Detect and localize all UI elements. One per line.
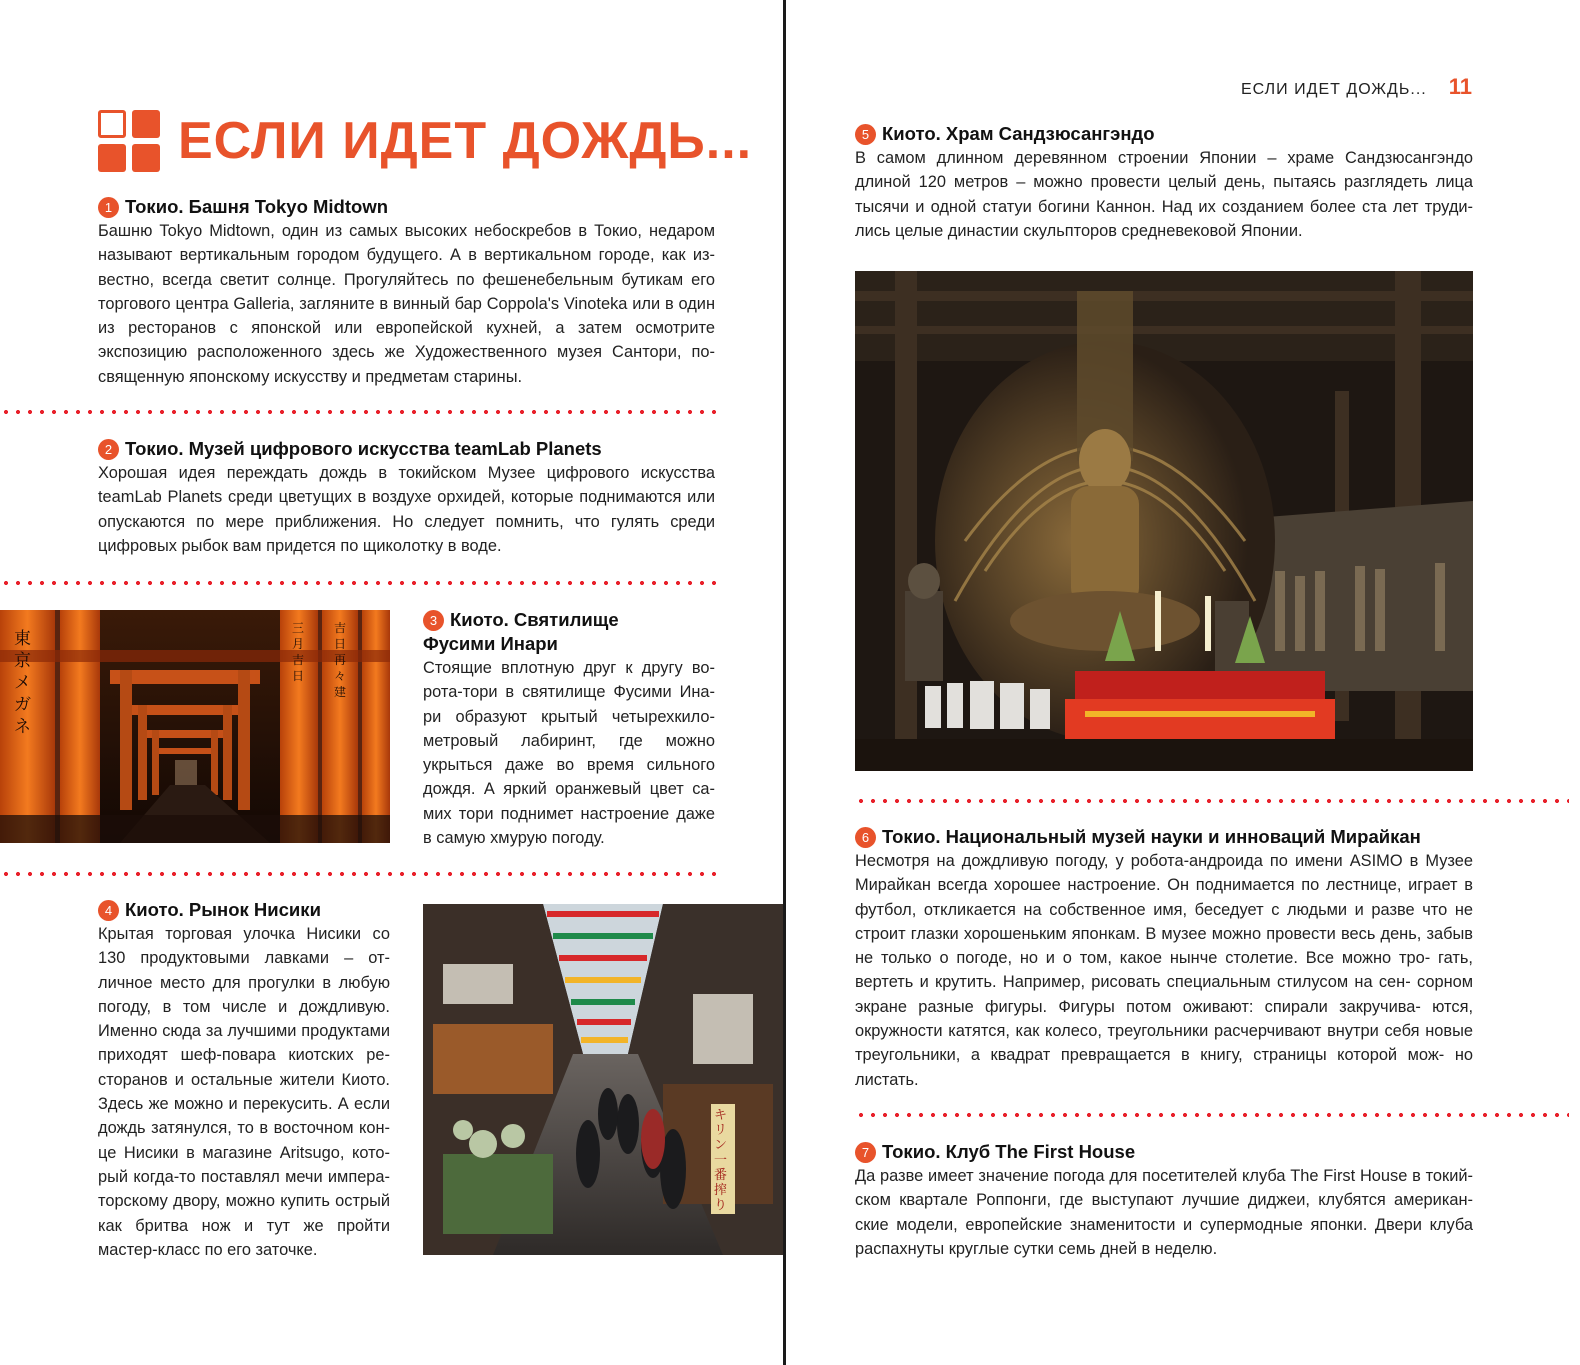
dotted-divider: [0, 581, 718, 585]
dotted-divider: [855, 799, 1569, 803]
fushimi-inari-photo: [0, 610, 390, 843]
page-number: 11: [1448, 74, 1472, 99]
number-badge: 1: [98, 197, 119, 218]
dotted-divider: [0, 872, 718, 876]
chapter-title: ЕСЛИ ИДЕТ ДОЖДЬ...: [178, 112, 753, 170]
torii-sign-1: 東京メガネ: [14, 629, 31, 737]
entry-title: 2 Токио. Музей цифрового искусства teamLab Planets: [98, 437, 715, 461]
dotted-divider: [855, 1113, 1569, 1117]
running-head: [1160, 74, 1472, 100]
entry-title: 5 Киото. Храм Сандзюсангэндо: [855, 122, 1473, 146]
entry-body: Башню Tokyo Midtown, один из самых высоких небоскребов в Токио, недаром называют вертикальным городом будущего. А в вертикальном городе, как из- вестно, всегда светит солнце. Прогуляйтесь по фешенебельным бутикам его торгового центра Galleria, загляните в винный бар Coppola's Vinoteka или в один из ресторанов с японской или европейской кухней, а затем осмотрите экспозицию расположенного здесь же Художественного музея Сантори, по- священную японскому искусству и предметам старины.: [98, 222, 715, 386]
entry-title: 7 Токио. Клуб The First House: [855, 1140, 1473, 1164]
entry-6: [855, 825, 1473, 1092]
entry-body: Крытая торговая улочка Нисики со 130 продуктовыми лавками – от- личное место для прогулки в любую погоду, в том числе и дождливую. Именно сюда за лучшими продуктами приходят шеф-повара киотских ре- сторанов и остальные жители Киото. Здесь же можно и перекусить. А если дождь затянулся, то в восточном кон- це Нисики в магазине Aritsugo, кото- рый когда-то поставлял мечи импера- торскому двору, можно купить острый как бритва нож и тут же пройти мастер-класс по его заточке.: [98, 925, 390, 1259]
torii-sign-2: 三月吉日: [292, 621, 305, 683]
running-head-text: ЕСЛИ ИДЕТ ДОЖДЬ...: [1240, 81, 1427, 98]
squares-logo-icon: [98, 110, 160, 172]
entry-2: [98, 437, 715, 558]
entry-1: [98, 195, 715, 389]
sanjusangendo-photo: [855, 271, 1473, 771]
entry-body: Да разве имеет значение погода для посетителей клуба The First House в токий- ском квартале Роппонги, где выступают лучшие диджеи, клубятся американ- ские модели, европейские знаменитости и супермодные японки. Двери клуба распахнуты круглые сутки семь дней в неделю.: [855, 1167, 1473, 1258]
chapter-title-block: [98, 108, 752, 174]
entry-body: Хорошая идея переждать дождь в токийском Музее цифрового искусства teamLab Planets среди цветущих в воздухе орхидей, которые поднимаются или опускаются по мере приближения. Но следует помнить, что гулять среди цифровых рыбок вам придется по щиколотку в воде.: [98, 464, 715, 555]
number-badge: 4: [98, 900, 119, 921]
number-badge: 6: [855, 827, 876, 848]
entry-4: [98, 898, 390, 1262]
page-spine: [783, 0, 786, 1365]
entry-3: [423, 608, 715, 850]
entry-title: 3 Киото. Святилище Фусими Инари: [423, 609, 619, 654]
entry-title: 4 Киото. Рынок Нисики: [98, 898, 390, 922]
entry-5: [855, 122, 1473, 243]
entry-body: Несмотря на дождливую погоду, у робота-андроида по имени ASIMO в Музее Мирайкан всегда хорошее настроение. Он поднимается по лестнице, играет в футбол, откликается на собственное имя, беседует с людьми и разве что не строит глазки хорошеньким японкам. В музее можно провести весь день, забыв не только о погоде, но и о том, какое нынче столетие. Все можно тро- гать, вертеть и крутить. Например, рисовать специальным стилусом на сен- сорном экране разные фигуры. Фигуры потом оживают: спирали закручива- ются, окружности катятся, как колесо, треугольники расчерчивают внутри себя новые треугольники, а квадрат превращается в книгу, страницы которой мож- но листать.: [855, 852, 1474, 1089]
number-badge: 7: [855, 1142, 876, 1163]
entry-body: В самом длинном деревянном строении Японии – храме Сандзюсангэндо длиной 120 метров – можно провести целый день, пытаясь разглядеть лица тысячи и одной статуи богини Каннон. Над их созданием более ста лет труди- лись целые династии скульпторов средневековой Японии.: [855, 149, 1473, 240]
number-badge: 5: [855, 124, 876, 145]
entry-7: [855, 1140, 1473, 1261]
entry-body: Стоящие вплотную друг к другу во- рота-тори в святилище Фусими Ина- ри образуют крытый четырехкило- метровый лабиринт, где можно укрыться даже во время сильного дождя. А яркий оранжевый цвет са- мих тори поднимет настроение даже в самую хмурую погоду.: [423, 659, 715, 848]
number-badge: 2: [98, 439, 119, 460]
torii-sign-3: 吉日再々建: [334, 621, 347, 699]
dotted-divider: [0, 410, 718, 414]
number-badge: 3: [423, 610, 444, 631]
nishiki-market-photo: [423, 904, 783, 1255]
entry-title: 6 Токио. Национальный музей науки и инноваций Мирайкан: [855, 825, 1473, 849]
entry-title: 1 Токио. Башня Tokyo Midtown: [98, 195, 715, 219]
market-sign: キリン一番搾り: [714, 1108, 728, 1213]
